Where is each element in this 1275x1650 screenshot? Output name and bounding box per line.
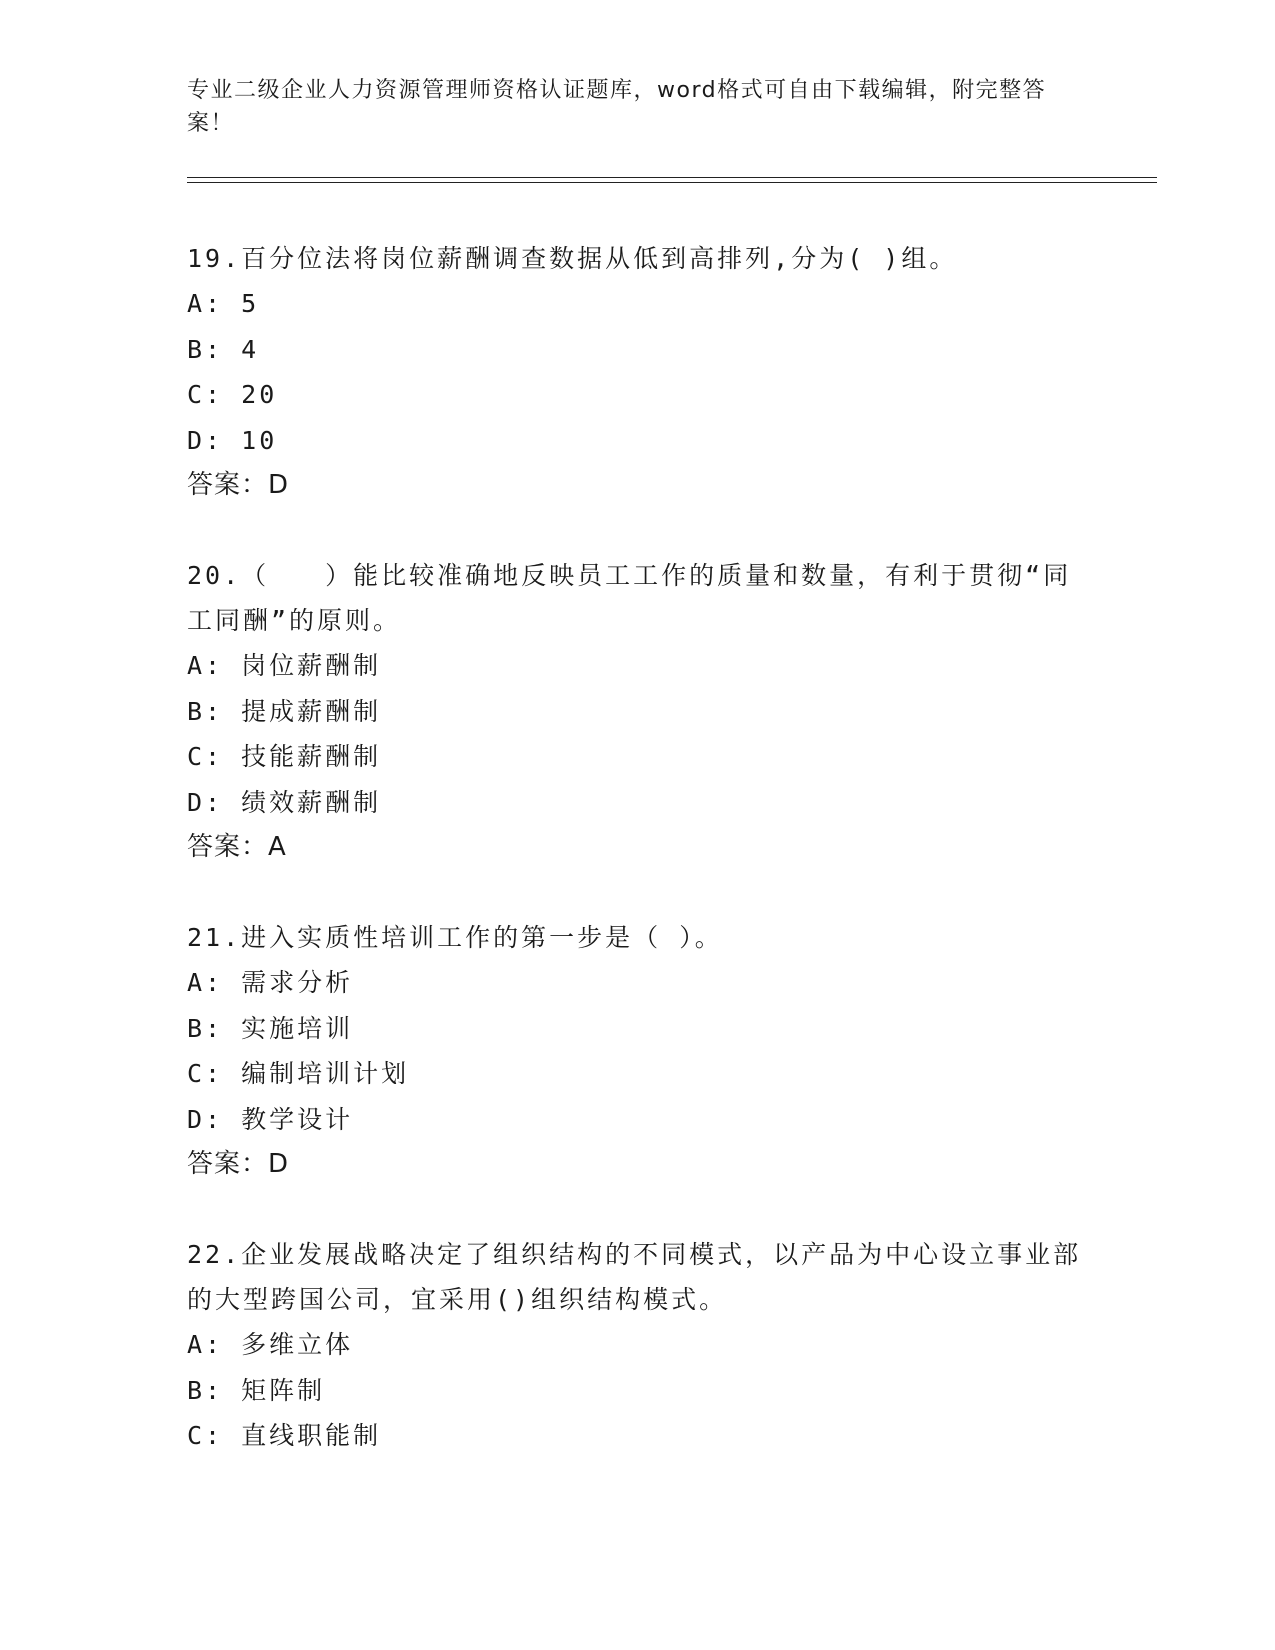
option-a: A: 需求分析 — [187, 968, 354, 997]
question-22 — [187, 1232, 1087, 1459]
answer-line: 答案：A — [187, 832, 287, 862]
question-stem: 21.进入实质性培训工作的第一步是（ ）。 — [187, 923, 723, 952]
option-a: A: 5 — [187, 289, 260, 318]
question-list — [187, 236, 1087, 1505]
question-stem: 20.（ ）能比较准确地反映员工工作的质量和数量，有利于贯彻“同工同酬”的原则。 — [187, 561, 1072, 635]
option-a: A: 多维立体 — [187, 1330, 354, 1359]
option-b: B: 实施培训 — [187, 1013, 354, 1043]
question-21 — [187, 915, 1087, 1186]
option-c: C: 技能薪酬制 — [187, 742, 382, 771]
option-d: D: 绩效薪酬制 — [187, 787, 382, 817]
answer-line: 答案：D — [187, 470, 290, 500]
option-d: D: 10 — [187, 425, 278, 455]
question-stem: 19.百分位法将岗位薪酬调查数据从低到高排列,分为( )组。 — [187, 244, 958, 273]
option-c: C: 编制培训计划 — [187, 1059, 410, 1088]
option-b: B: 提成薪酬制 — [187, 696, 382, 726]
option-d: D: 教学设计 — [187, 1104, 354, 1134]
header-note: 专业二级企业人力资源管理师资格认证题库，word格式可自由下载编辑，附完整答案！ — [187, 78, 1047, 136]
option-b: B: 矩阵制 — [187, 1375, 326, 1405]
option-a: A: 岗位薪酬制 — [187, 651, 382, 680]
question-19 — [187, 236, 1087, 507]
header-divider-bottom — [187, 182, 1157, 183]
answer-line: 答案：D — [187, 1149, 290, 1179]
option-b: B: 4 — [187, 334, 260, 364]
header-divider-top — [187, 177, 1157, 178]
question-20 — [187, 553, 1087, 869]
question-stem: 22.企业发展战略决定了组织结构的不同模式，以产品为中心设立事业部的大型跨国公司，宜采用()组织结构模式。 — [187, 1240, 1082, 1314]
option-c: C: 直线职能制 — [187, 1421, 382, 1450]
option-c: C: 20 — [187, 380, 278, 409]
